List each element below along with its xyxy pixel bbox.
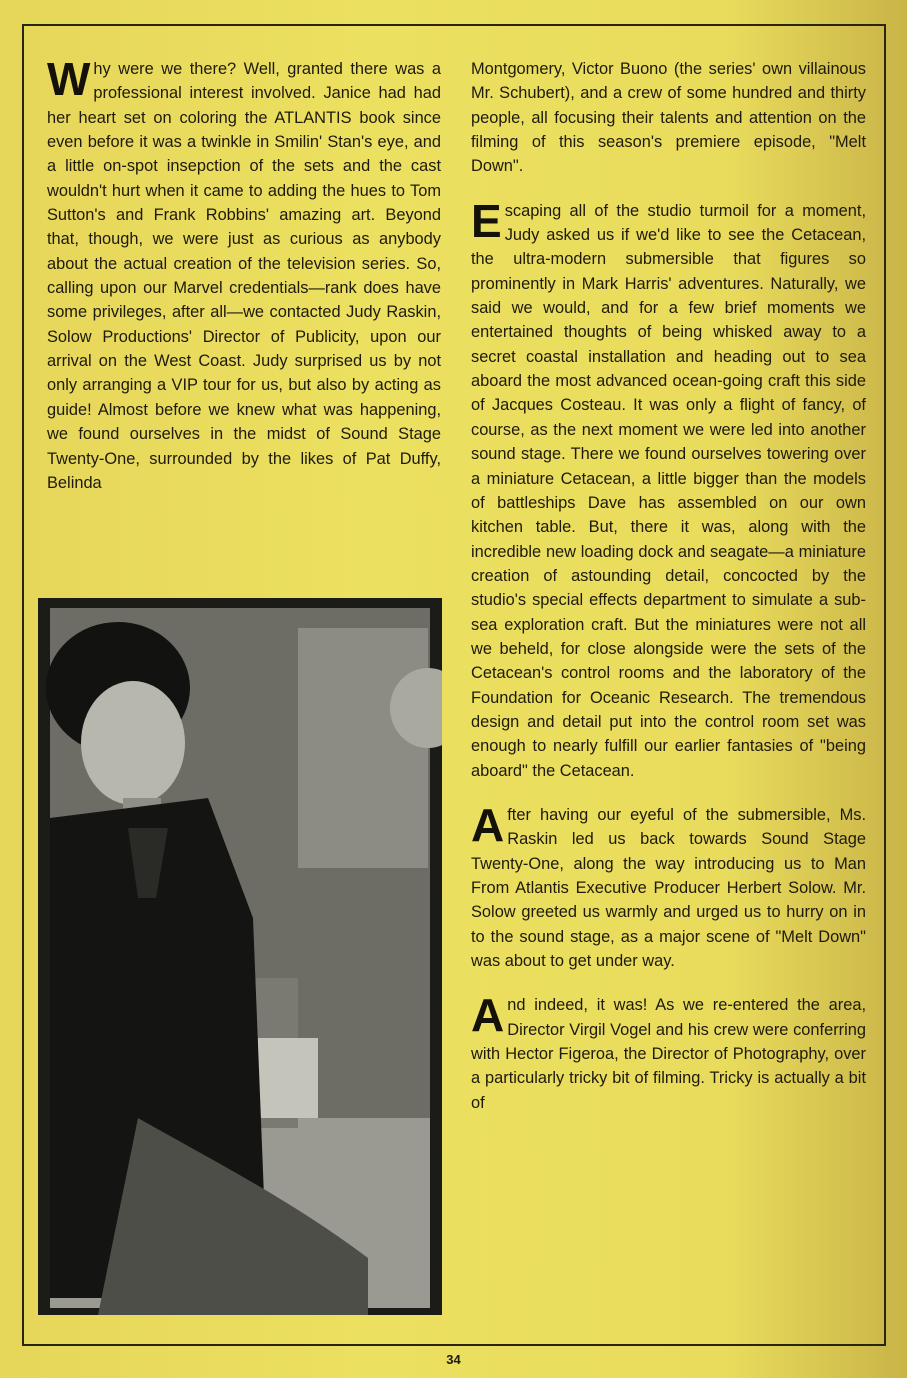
drop-cap: E xyxy=(471,194,502,247)
drop-cap: W xyxy=(47,53,91,105)
article-paragraph xyxy=(471,798,866,973)
page-number: 34 xyxy=(446,1352,461,1367)
paragraph-text: Montgomery, Victor Buono (the series' own villainous Mr. Schubert), and a crew of some hundred and thirty people, all focusing their talents and attention on the filming of this season's premiere episode, "Melt Down". xyxy=(471,60,866,176)
paragraph-text: scaping all of the studio turmoil for a moment, Judy asked us if we'd like to see the Cetacean, the ultra-modern submersible that figures so prominently in Mark Harris' adventures. Naturally, we said we would, and for a few brief moments we entertained thoughts of being whisked away to a secret coastal installation and heading out to sea aboard the most advanced ocean-going craft this side of Jacques Costeau. It was only a flight of fancy, of course, as the next moment we were led into another sound stage. There we found ourselves towering over a miniature Cetacean, a little bigger than the models of battleships Dave has assembled on our own kitchen table. But, there it was, along with the incredible new loading dock and seagate—a miniature creation of astounding detail, concocted by the studio's special effects department to simulate a sub-sea exploration craft. But the miniatures were not all we beheld, for close alongside were the sets of the Cetacean's control rooms and the laboratory of the Foundation for Oceanic Research. The tremendous design and detail put into the control room set was enough to nearly fulfill our earlier fantasies of "being aboard" the Cetacean. xyxy=(471,201,866,780)
photo-illustration xyxy=(38,598,442,1315)
left-column xyxy=(47,53,441,515)
paragraph-text: fter having our eyeful of the submersible, Ms. Raskin led us back towards Sound Stage Twenty-One, along the way introducing us to Man From Atlantis Executive Producer Herbert Solow. Mr. Solow greeted us warmly and urged us to hurry on in to the sound stage, as a major scene of "Melt Down" was about to get under way. xyxy=(471,805,866,971)
drop-cap: A xyxy=(471,989,505,1042)
article-paragraph xyxy=(47,53,441,495)
paragraph-text: nd indeed, it was! As we re-entered the area, Director Virgil Vogel and his crew were conferring with Hector Figeroa, the Director of Photography, over a particularly tricky bit of filming. Tricky is actually a bit of xyxy=(471,996,866,1112)
article-paragraph xyxy=(471,989,866,1115)
right-column xyxy=(471,57,866,1135)
paragraph-text: hy were we there? Well, granted there was a professional interest involved. Janice had had her heart set on coloring the ATLANTIS book since even before it was a twinkle in Smilin' Stan's eye, and a little on-spot insepction of the sets and the cast wouldn't hurt when it came to adding the hues to Tom Sutton's and Frank Robbins' amazing art. Beyond that, though, we were just as curious as anybody about the actual creation of the television series. So, calling upon our Marvel credentials—rank does have some privileges, after all—we contacted Judy Raskin, Solow Productions' Director of Publicity, upon our arrival on the West Coast. Judy surprised us by not only arranging a VIP tour for us, but also by acting as guide! Almost before we knew what was happening, we found ourselves in the midst of Sound Stage Twenty-One, surrounded by the likes of Pat Duffy, Belinda xyxy=(47,60,441,492)
drop-cap: A xyxy=(471,798,505,851)
production-photo xyxy=(38,598,442,1315)
article-paragraph xyxy=(471,57,866,179)
article-paragraph xyxy=(471,194,866,783)
